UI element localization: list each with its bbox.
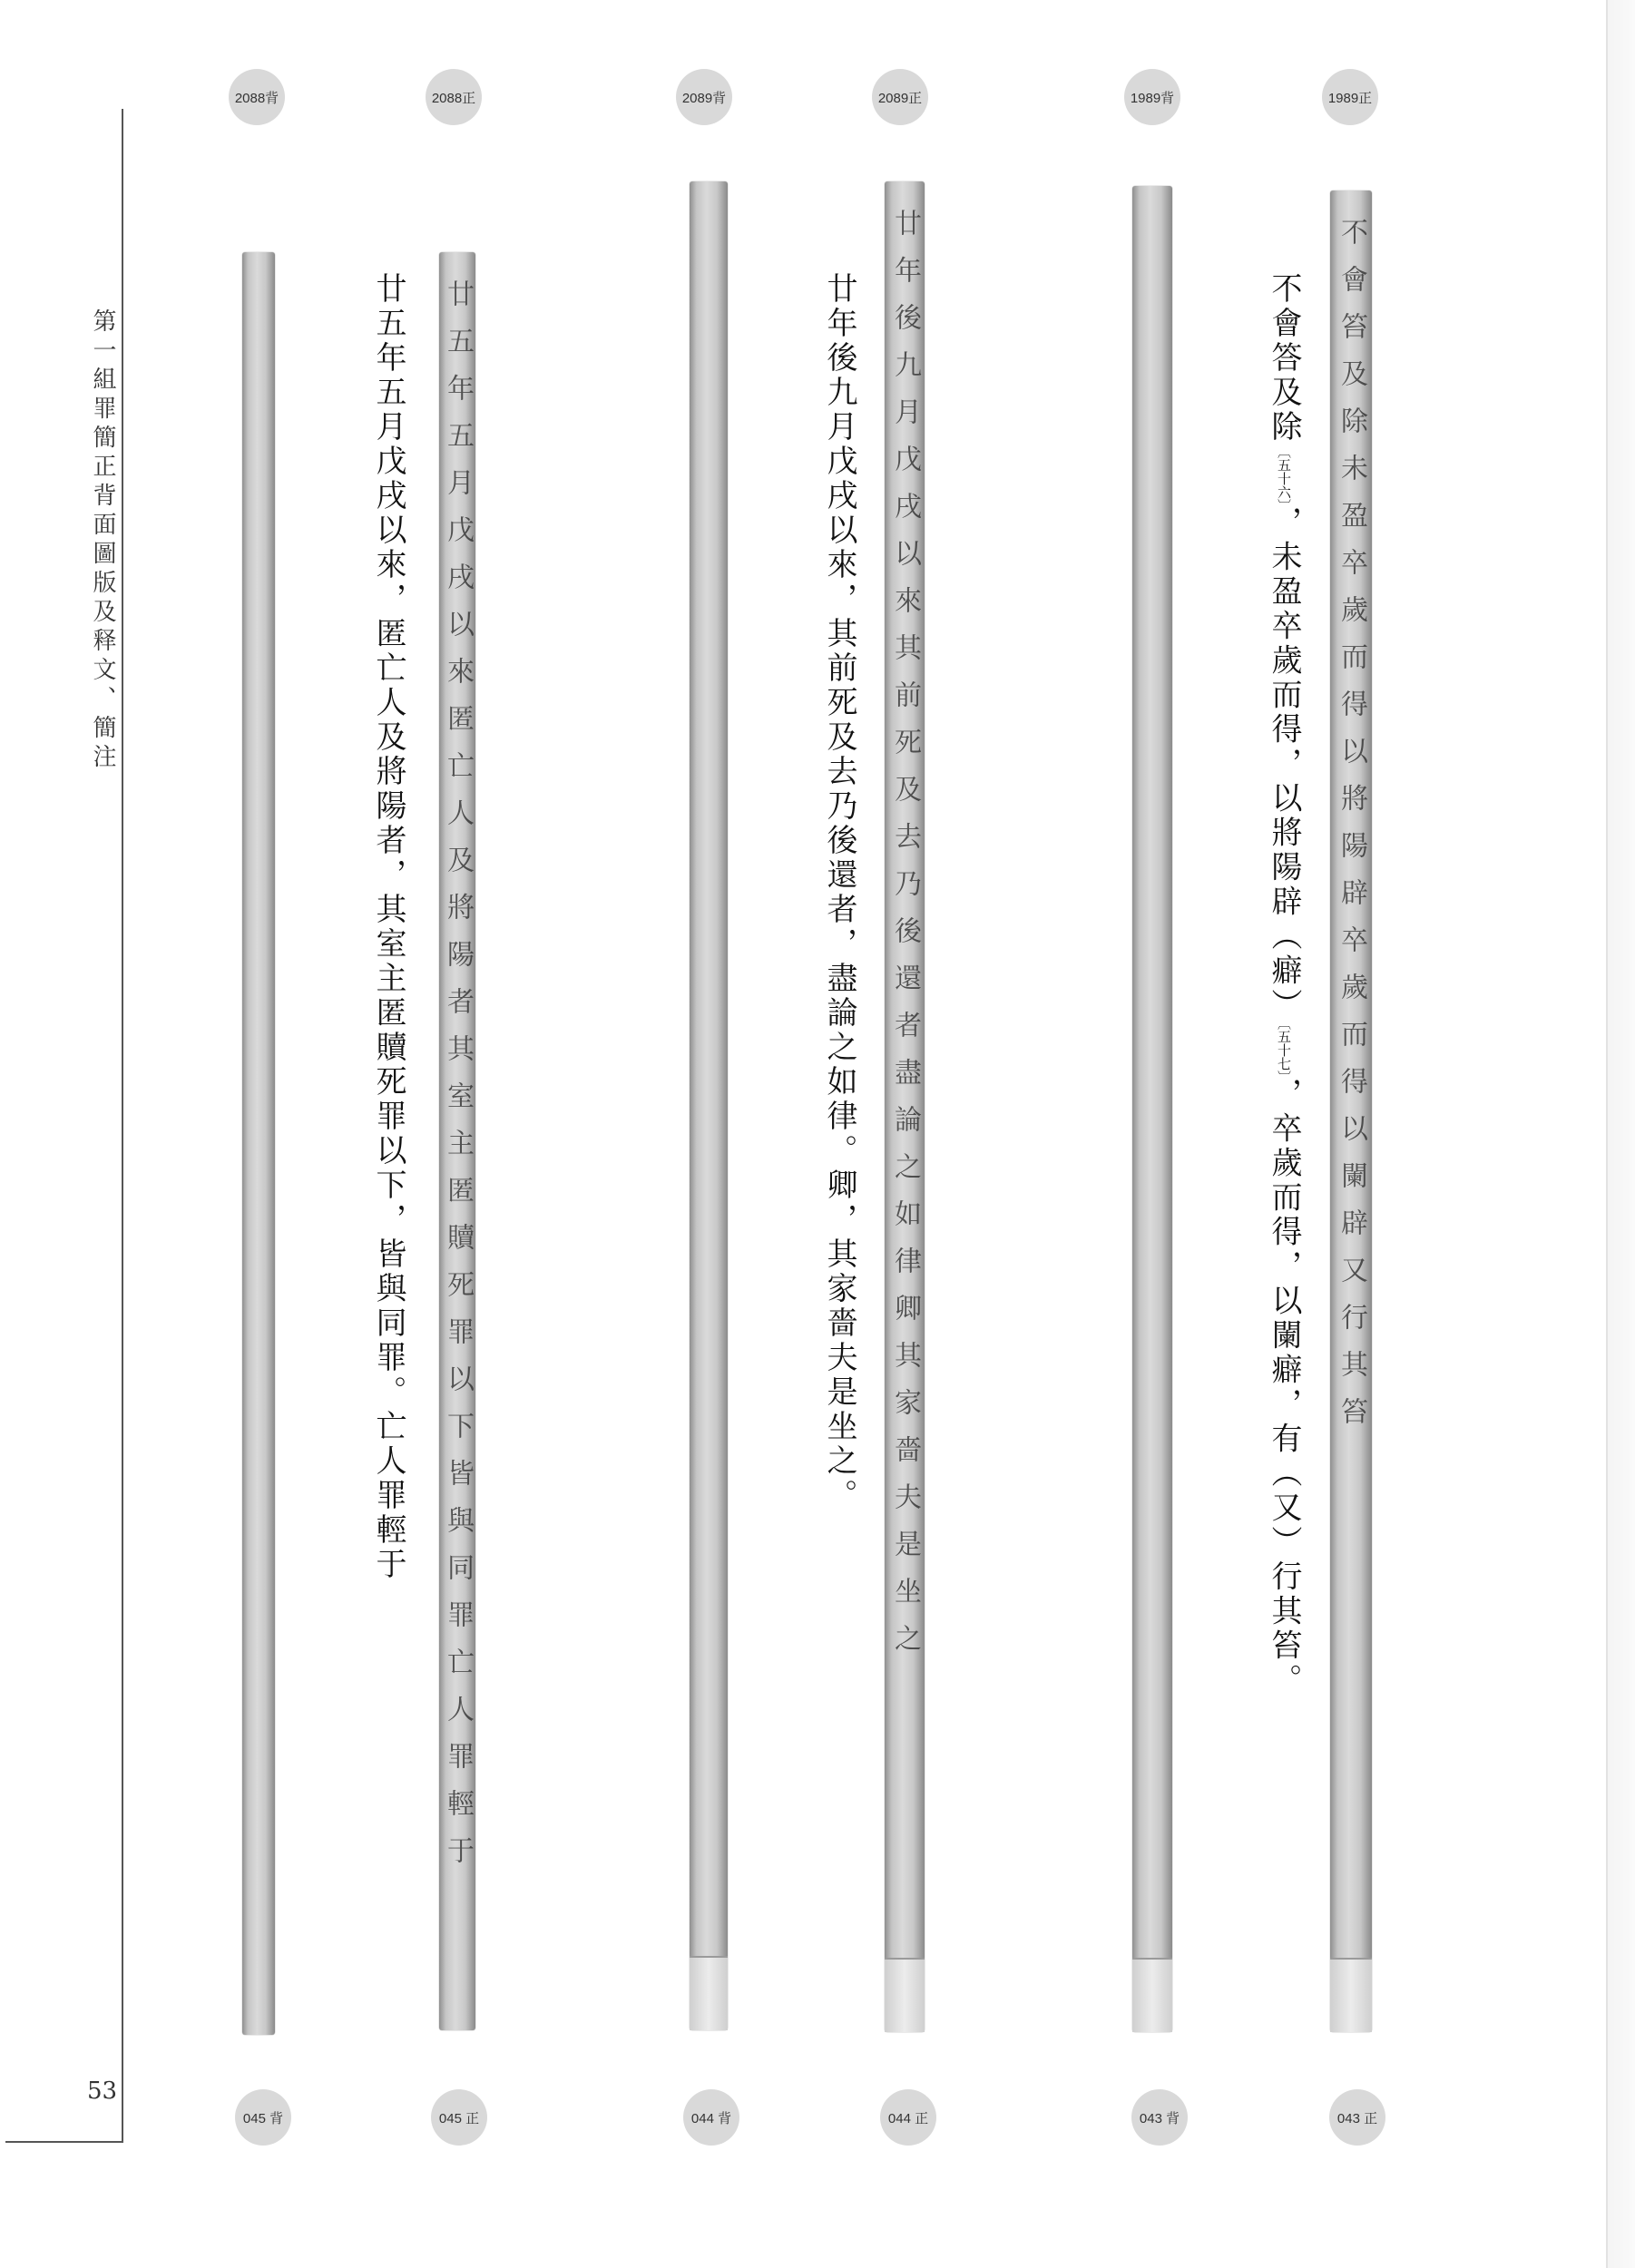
- slip-label-top: 2089正: [872, 69, 928, 125]
- bamboo-slip-back: [1132, 186, 1172, 2032]
- transcription-text: 廿年後九月戊戌以來，其前死及去乃後還者，盡論之如律。卿，其家嗇夫是坐之。: [821, 272, 857, 1513]
- slip-end-cap: [1132, 1958, 1172, 2032]
- slip-label-top: 2089背: [676, 69, 732, 125]
- slip-label-bottom: 045 背: [235, 2089, 291, 2146]
- bamboo-slip-front: [1330, 191, 1372, 2032]
- transcription-044: [821, 272, 857, 1513]
- slip-script: 廿年後九月戊戌以來其前死及去乃後還者盡論之如律卿其家嗇夫是坐之: [889, 209, 921, 1671]
- transcription-text: 廿五年五月戊戌以來，匿亡人及將陽者，其室主匿贖死罪以下，皆與同罪。亡人罪輕于: [370, 272, 406, 1582]
- slip-label-top: 1989正: [1322, 69, 1378, 125]
- transcription-045: [370, 272, 406, 1582]
- slip-label-bottom: 045 正: [431, 2089, 487, 2146]
- slip-label-bottom: 043 背: [1131, 2089, 1188, 2146]
- slip-label-bottom: 044 正: [880, 2089, 936, 2146]
- slip-label-top: 2088正: [426, 69, 482, 125]
- slip-script: 廿五年五月戊戌以來匿亡人及將陽者其室主匿贖死罪以下皆與同罪亡人罪輕于: [442, 279, 474, 1883]
- slip-end-cap: [1330, 1958, 1372, 2032]
- transcription-text: 不會答及除: [1266, 272, 1302, 445]
- bamboo-slip-front: [885, 181, 925, 2032]
- slip-label-top: 2088背: [229, 69, 285, 125]
- bamboo-slip-front: [439, 252, 475, 2030]
- transcription-text: ，卒歲而得，以闌癖，有（又）行其笞。: [1266, 1077, 1302, 1698]
- slip-label-bottom: 044 背: [683, 2089, 739, 2146]
- transcription-043: [1266, 272, 1302, 1698]
- slip-end-cap: [885, 1958, 925, 2032]
- slip-label-bottom: 043 正: [1329, 2089, 1385, 2146]
- page-edge-line: [1606, 0, 1608, 2268]
- footnote-marker: 〔五十六〕: [1276, 445, 1292, 506]
- transcription-text: ，未盈卒歲而得，以將陽辟（癖）: [1266, 505, 1302, 1023]
- side-title: 第一組罪簡正背面圖版及释文、簡注: [89, 308, 116, 773]
- page-number: 53: [87, 2077, 118, 2105]
- slip-script: 不會笞及除未盈卒歲而得以將陽辟卒歲而得以闌辟又行其笞: [1336, 218, 1367, 1444]
- page-edge-shadow: [1608, 0, 1635, 2268]
- bamboo-slip-back: [690, 181, 728, 2030]
- slip-end-cap: [690, 1956, 728, 2030]
- bamboo-slip-back: [242, 252, 275, 2035]
- footnote-marker: 〔五十七〕: [1276, 1022, 1292, 1078]
- slip-label-top: 1989背: [1124, 69, 1180, 125]
